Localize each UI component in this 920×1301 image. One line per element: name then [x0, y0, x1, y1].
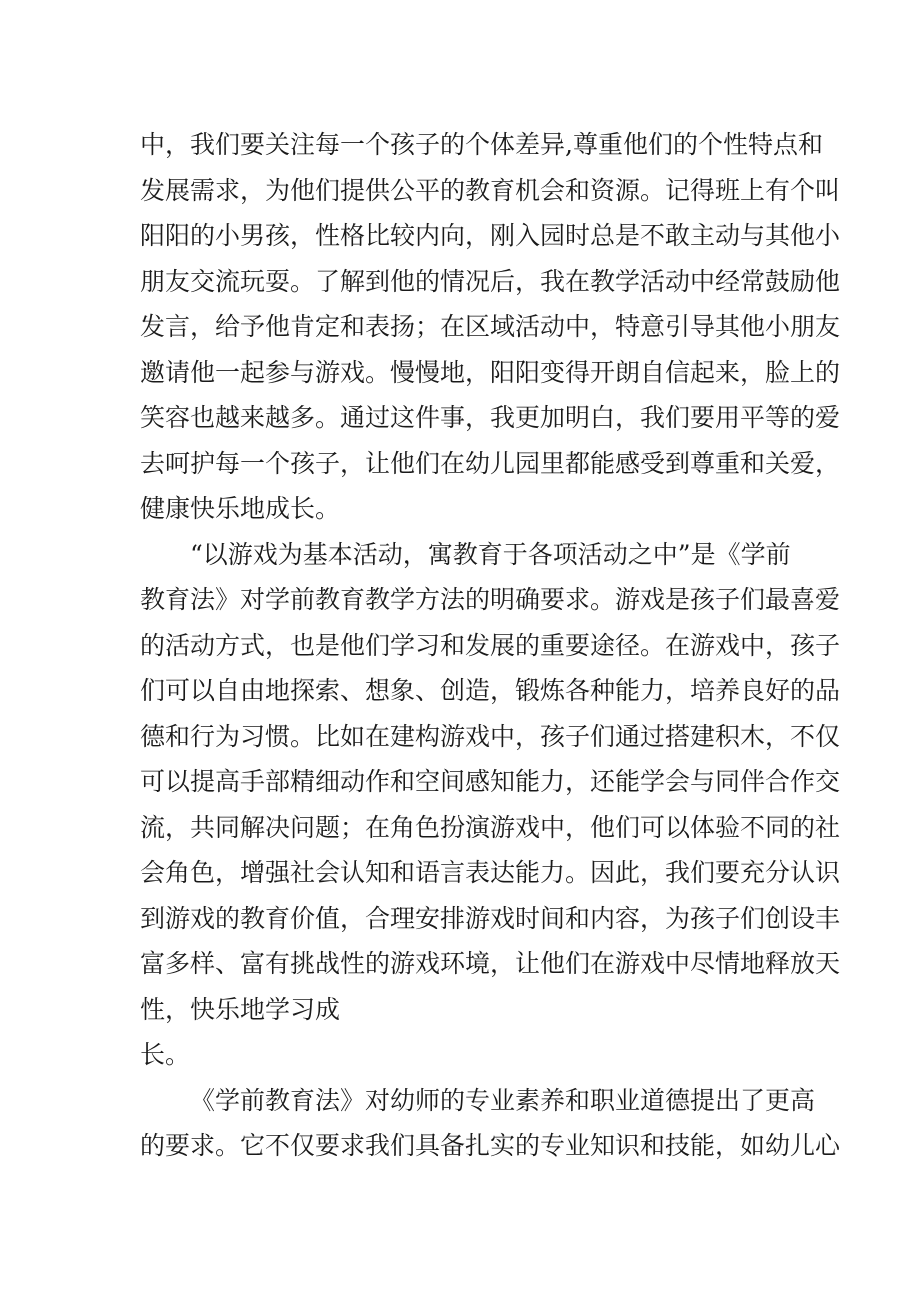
text-line: 的要求。它不仅要求我们具备扎实的专业知识和技能，如幼儿心	[140, 1131, 841, 1160]
text-line: 发言，给予他肯定和表扬；在区域活动中，特意引导其他小朋友	[140, 312, 841, 341]
text-line: 会角色，增强社会认知和语言表达能力。因此，我们要充分认识	[140, 858, 841, 887]
text-line: 性，快乐地学习成	[140, 994, 341, 1024]
text-line: 的活动方式，也是他们学习和发展的重要途径。在游戏中，孩子	[140, 630, 841, 660]
text-line: 去呵护每一个孩子，让他们在幼儿园里都能感受到尊重和关爱，	[140, 448, 841, 478]
text-line: 可以提高手部精细动作和空间感知能力，还能学会与同伴合作交	[140, 767, 841, 796]
document-body	[140, 122, 841, 1169]
text-line: 健康快乐地成长。	[140, 494, 341, 523]
text-line: “以游戏为基本活动，寓教育于各项活动之中”是《学前	[190, 539, 791, 569]
text-line: 邀请他一起参与游戏。慢慢地，阳阳变得开朗自信起来，脸上的	[140, 357, 841, 387]
text-line: 们可以自由地探索、想象、创造，锻炼各种能力，培养良好的品	[140, 676, 841, 705]
text-line: 到游戏的教育价值，合理安排游戏时间和内容，为孩子们创设丰	[140, 903, 841, 933]
text-line: 笑容也越来越多。通过这件事，我更加明白，我们要用平等的爱	[140, 403, 841, 432]
text-line: 流，共同解决问题；在角色扮演游戏中，他们可以体验不同的社	[140, 812, 841, 842]
text-line: 德和行为习惯。比如在建构游戏中，孩子们通过搭建积木，不仅	[140, 721, 841, 751]
paragraph-1	[140, 122, 841, 532]
text-line: 中，我们要关注每一个孩子的个体差异,尊重他们的个性特点和	[140, 130, 823, 159]
text-line: 朋友交流玩耍。了解到他的情况后，我在教学活动中经常鼓励他	[140, 266, 841, 296]
text-line: 富多样、富有挑战性的游戏环境，让他们在游戏中尽情地释放天	[140, 949, 841, 978]
text-line: 《学前教育法》对幼师的专业素养和职业道德提出了更高	[190, 1085, 816, 1115]
text-line: 阳阳的小男孩，性格比较内向，刚入园时总是不敢主动与其他小	[140, 221, 841, 250]
text-line: 发展需求，为他们提供公平的教育机会和资源。记得班上有个叫	[140, 175, 841, 205]
paragraph-2	[140, 532, 841, 1078]
text-line: 教育法》对学前教育教学方法的明确要求。游戏是孩子们最喜爱	[140, 585, 841, 614]
text-line: 长。	[140, 1040, 191, 1069]
paragraph-3	[140, 1078, 841, 1169]
